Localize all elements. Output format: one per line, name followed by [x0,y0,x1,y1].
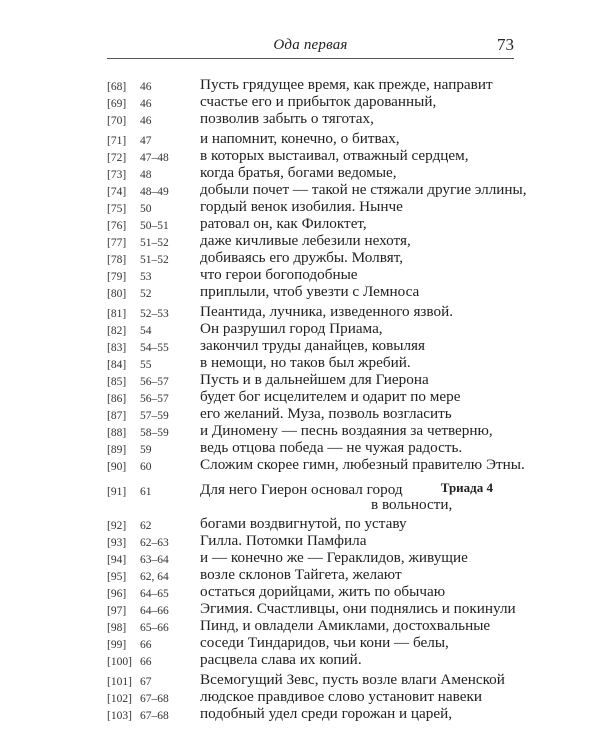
line-number: [75] [107,203,127,215]
source-line-ref: 48–49 [140,186,169,198]
line-number: [85] [107,376,127,388]
line-number: [96] [107,588,127,600]
line-number: [81] [107,308,127,320]
line-number: [68] [107,81,127,93]
line-number: [79] [107,271,127,283]
source-line-ref: 62 [140,520,152,532]
line-number: [100] [107,656,132,668]
line-text: добыли почет — такой не стяжали другие эллины, [200,181,527,198]
source-line-ref: 52–53 [140,308,169,320]
line-text: Всемогущий Зевс, пусть возле влаги Аменской [200,671,505,688]
line-number: [101] [107,676,132,688]
line-text: Пеантида, лучника, изведенного язвой. [200,303,454,320]
source-line-ref: 46 [140,98,152,110]
source-line-ref: 61 [140,486,152,498]
line-text: даже кичливые лебезили нехотя, [200,232,411,249]
line-number: [90] [107,461,127,473]
line-text: и — конечно же — Гераклидов, живущие [200,549,468,566]
source-line-ref: 67–68 [140,693,169,705]
source-line-ref: 48 [140,169,152,181]
poem-line [0,456,600,478]
line-text: Пусть и в дальнейшем для Гиерона [200,371,429,388]
source-line-ref: 65–66 [140,622,169,634]
line-number: [70] [107,115,127,127]
source-line-ref: 67–68 [140,710,169,722]
source-line-ref: 47 [140,135,152,147]
line-text: Сложим скорее гимн, любезный правителю Этны. [200,456,525,473]
line-number: [74] [107,186,127,198]
source-line-ref: 50 [140,203,152,215]
line-number: [71] [107,135,127,147]
line-number: [97] [107,605,127,617]
line-number: [82] [107,325,127,337]
line-text: богами воздвигнутой, по уставу [200,515,407,532]
line-text: добиваясь его дружбы. Молвят, [200,249,403,266]
line-number: [80] [107,288,127,300]
line-text: и Диномену — песнь воздаяния за четверню, [200,422,493,439]
line-text: ратовал он, как Филоктет, [200,215,367,232]
poem-line [0,283,600,305]
line-text: будет бог исцелителем и одарит по мере [200,388,461,405]
poem-line [0,651,600,673]
source-line-ref: 47–48 [140,152,169,164]
line-number: [99] [107,639,127,651]
line-number: [92] [107,520,127,532]
line-text: в которых выстаивал, отважный сердцем, [200,147,469,164]
line-number: [89] [107,444,127,456]
line-text: его желаний. Муза, позволь возгласить [200,405,452,422]
source-line-ref: 58–59 [140,427,169,439]
poem-line [0,110,600,132]
source-line-ref: 46 [140,81,152,93]
line-number: [102] [107,693,132,705]
source-line-ref: 52 [140,288,152,300]
source-line-ref: 64–65 [140,588,169,600]
line-text: Для него Гиерон основал город [200,481,403,498]
source-line-ref: 50–51 [140,220,169,232]
line-text: Пинд, и овладели Амиклами, достохвальные [200,617,491,634]
line-text: ведь отцова победа — не чужая радость. [200,439,463,456]
line-text: и напомнит, конечно, о битвах, [200,130,400,147]
poem-line [0,705,600,727]
source-line-ref: 54–55 [140,342,169,354]
line-text: позволив забыть о тяготах, [200,110,374,127]
line-text: возле склонов Тайгета, желают [200,566,402,583]
source-line-ref: 57–59 [140,410,169,422]
source-line-ref: 66 [140,639,152,651]
line-text: соседи Тиндаридов, чьи кони — белы, [200,634,449,651]
line-number: [98] [107,622,127,634]
line-number: [73] [107,169,127,181]
line-number: [86] [107,393,127,405]
source-line-ref: 51–52 [140,237,169,249]
source-line-ref: 60 [140,461,152,473]
source-line-ref: 56–57 [140,393,169,405]
line-number: [77] [107,237,127,249]
line-text: что герои богоподобные [200,266,358,283]
line-number: [94] [107,554,127,566]
line-text: в немощи, но таков был жребий. [200,354,411,371]
line-number: [91] [107,486,127,498]
line-number: [72] [107,152,127,164]
line-number: [83] [107,342,127,354]
line-number: [69] [107,98,127,110]
source-line-ref: 66 [140,656,152,668]
line-number: [78] [107,254,127,266]
line-text: Эгимия. Счастливцы, они поднялись и покинули [200,600,516,617]
source-line-ref: 64–66 [140,605,169,617]
line-text: приплыли, чтоб увезти с Лемноса [200,283,420,300]
line-number: [84] [107,359,127,371]
source-line-ref: 51–52 [140,254,169,266]
source-line-ref: 63–64 [140,554,169,566]
line-number: [93] [107,537,127,549]
line-text: подобный удел среди горожан и царей, [200,705,453,722]
source-line-ref: 54 [140,325,152,337]
line-text: закончил труды данайцев, ковыляя [200,337,426,354]
line-text: Он разрушил город Приама, [200,320,383,337]
source-line-ref: 46 [140,115,152,127]
line-text: остаться дорийцами, жить по обычаю [200,583,446,600]
source-line-ref: 59 [140,444,152,456]
line-number: [88] [107,427,127,439]
line-number: [76] [107,220,127,232]
line-text: Гилла. Потомки Памфила [200,532,367,549]
source-line-ref: 55 [140,359,152,371]
source-line-ref: 62–63 [140,537,169,549]
line-continuation-text: в вольности, [371,496,453,513]
page-number: 73 [497,35,514,54]
source-line-ref: 67 [140,676,152,688]
line-text: Пусть грядущее время, как прежде, направит [200,76,493,93]
source-line-ref: 62, 64 [140,571,169,583]
line-number: [87] [107,410,127,422]
line-text: людское правдивое слово установит навеки [200,688,482,705]
source-line-ref: 53 [140,271,152,283]
line-text: когда братья, богами ведомые, [200,164,397,181]
running-title: Ода первая [273,37,348,53]
line-text: счастье его и прибыток дарованный, [200,93,437,110]
triad-label: Триада 4 [440,480,493,495]
line-number: [103] [107,710,132,722]
line-text: расцвела слава их копий. [200,651,362,668]
line-number: [95] [107,571,127,583]
source-line-ref: 56–57 [140,376,169,388]
line-text: гордый венок изобилия. Нынче [200,198,403,215]
